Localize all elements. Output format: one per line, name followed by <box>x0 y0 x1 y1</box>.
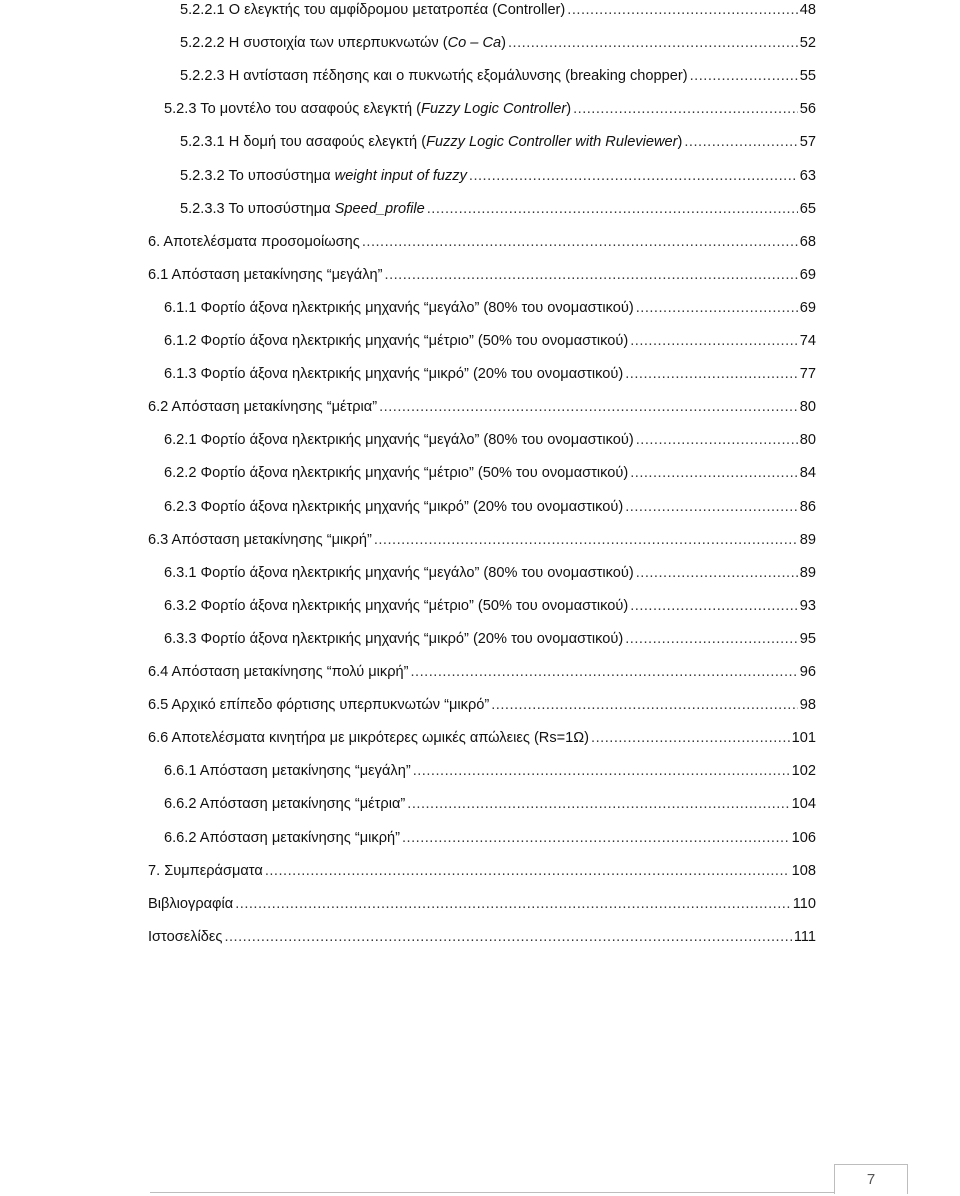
toc-entry-label <box>164 463 628 483</box>
toc-entry-title-part: Αποτελέσματα κινητήρα με μικρότερες ωμικές απώλειες (Rs=1Ω) <box>171 730 590 747</box>
toc-entry-label <box>180 33 506 53</box>
toc-entry-number: 5.2.3.1 <box>180 134 225 151</box>
toc-entry-title-part: weight input of fuzzy <box>334 167 467 184</box>
toc-entry-title-part: Βιβλιογραφία <box>148 895 234 912</box>
toc-entry-number: 6.2.1 <box>164 432 197 449</box>
toc-entry-title-part: Απόσταση μετακίνησης “μικρή” <box>171 531 372 548</box>
toc-entry-page: 111 <box>793 928 816 945</box>
toc-entry-title-part: Η δομή του ασαφούς ελεγκτή ( <box>228 134 427 151</box>
toc-leader-dots <box>573 99 798 119</box>
toc-entry-title-part: Απόσταση μετακίνησης “πολύ μικρή” <box>171 664 409 680</box>
toc-entry[interactable] <box>148 232 816 252</box>
toc-entry-title-part: Το υποσύστημα <box>228 200 335 217</box>
toc-entry-page: 89 <box>799 531 816 548</box>
toc-entry-title-part: ) <box>501 35 506 52</box>
toc-entry-page: 74 <box>799 333 816 349</box>
toc-entry[interactable] <box>164 331 816 351</box>
toc-entry[interactable] <box>148 695 816 715</box>
toc-entry[interactable] <box>164 629 816 649</box>
toc-entry-title-part: ) <box>566 101 572 118</box>
toc-entry-title-part: Απόσταση μετακίνησης “μικρή” <box>199 829 400 846</box>
toc-entry-label <box>164 563 634 583</box>
toc-entry-title-part: Φορτίο άξονα ηλεκτρικής μηχανής “μικρό” (20% του ονομαστικού) <box>200 498 624 515</box>
toc-entry-label <box>148 397 377 417</box>
toc-entry-page: 69 <box>799 266 816 283</box>
toc-entry[interactable] <box>164 497 816 517</box>
toc-entry[interactable] <box>148 927 816 947</box>
toc-leader-dots <box>427 199 798 219</box>
toc-entry[interactable] <box>164 430 816 450</box>
toc-leader-dots <box>413 761 790 781</box>
toc-entry-page: 80 <box>799 399 816 416</box>
footer-divider <box>150 1192 834 1193</box>
toc-entry-title-part: Fuzzy Logic Controller <box>421 101 567 118</box>
toc-leader-dots <box>374 530 798 550</box>
toc-entry-number: 5.2.2.3 <box>180 68 225 85</box>
toc-entry-number: 6.2 <box>148 399 169 416</box>
toc-entry-label <box>164 629 623 649</box>
toc-entry-title-part: Φορτίο άξονα ηλεκτρικής μηχανής “μεγάλο” (80% του ονομαστικού) <box>200 299 634 316</box>
toc-entry-page: 102 <box>791 763 816 780</box>
toc-leader-dots <box>636 298 798 318</box>
toc-entry[interactable] <box>180 199 816 219</box>
toc-entry-title-part: Η συστοιχία των υπερπυκνωτών ( <box>228 35 448 52</box>
toc-entry-title-part: Το μοντέλο του ασαφούς ελεγκτή ( <box>200 101 422 118</box>
toc-entry-label <box>164 596 628 616</box>
page-number: 7 <box>834 1164 908 1194</box>
toc-entry-page: 77 <box>799 366 816 383</box>
toc-entry-title-part: Φορτίο άξονα ηλεκτρικής μηχανής “μέτριο” (50% του ονομαστικού) <box>200 465 629 482</box>
toc-entry-label <box>164 761 411 781</box>
toc-entry-title-part: Απόσταση μετακίνησης “μέτρια” <box>171 399 378 416</box>
toc-entry-title-part: Συμπεράσματα <box>164 862 263 879</box>
toc-entry-number: 6.2.3 <box>164 498 197 515</box>
toc-leader-dots <box>625 497 798 517</box>
toc-leader-dots <box>385 265 798 285</box>
toc-entry-page: 108 <box>791 862 816 879</box>
toc-entry[interactable] <box>164 99 816 119</box>
toc-entry-title-part: Αποτελέσματα προσομοίωσης <box>163 233 360 250</box>
toc-entry-title-part: Απόσταση μετακίνησης “μεγάλη” <box>171 266 383 283</box>
toc-entry-page: 106 <box>791 829 816 846</box>
toc-entry-number: 6.2.2 <box>164 465 197 482</box>
toc-entry[interactable] <box>180 166 816 186</box>
toc-entry[interactable] <box>164 298 816 318</box>
toc-entry[interactable] <box>180 0 816 20</box>
toc-entry-title-part: Απόσταση μετακίνησης “μέτρια” <box>199 796 406 813</box>
toc-entry-title-part: Φορτίο άξονα ηλεκτρικής μηχανής “μικρό” (20% του ονομαστικού) <box>200 366 624 383</box>
toc-entry-label <box>148 927 222 947</box>
toc-entry[interactable] <box>164 364 816 384</box>
toc-entry-label <box>164 828 400 848</box>
toc-entry[interactable] <box>180 33 816 53</box>
toc-entry-page: 55 <box>799 68 816 85</box>
toc-entry-title-part: Speed_profile <box>334 200 425 217</box>
toc-entry-title-part: Η αντίσταση πέδησης και ο πυκνωτής εξομάλυνσης (breaking chopper) <box>228 68 688 85</box>
toc-entry[interactable] <box>164 828 816 848</box>
toc-entry-page: 65 <box>799 200 816 217</box>
toc-entry-number: 6.1 <box>148 266 169 283</box>
toc-leader-dots <box>630 596 798 616</box>
toc-entry-label <box>180 132 682 152</box>
toc-entry-page: 63 <box>799 167 816 184</box>
toc-entry[interactable] <box>164 463 816 483</box>
toc-entry-number: 7. <box>148 862 161 879</box>
toc-entry-title-part: Αρχικό επίπεδο φόρτισης υπερπυκνωτών “μικρό” <box>171 697 490 714</box>
toc-entry[interactable] <box>148 894 816 914</box>
toc-entry-page: 86 <box>799 498 816 515</box>
toc-entry-page: 52 <box>799 35 816 52</box>
toc-leader-dots <box>591 728 790 748</box>
toc-leader-dots <box>630 463 798 483</box>
toc-entry-page: 101 <box>791 730 816 747</box>
toc-entry-number: 6.3.1 <box>164 564 197 581</box>
toc-entry-page: 48 <box>799 2 816 18</box>
toc-entry-title-part: Φορτίο άξονα ηλεκτρικής μηχανής “μέτριο” (50% του ονομαστικού) <box>200 333 629 349</box>
toc-leader-dots <box>567 0 797 20</box>
toc-entry-title-part: Fuzzy Logic Controller with Ruleviewer <box>426 134 678 151</box>
toc-entry-title-part: Co – Ca <box>447 35 502 52</box>
toc-entry-page: 96 <box>799 664 816 680</box>
toc-entry-label <box>164 364 623 384</box>
toc-leader-dots <box>690 66 798 86</box>
toc-entry-page: 98 <box>799 697 816 714</box>
toc-leader-dots <box>407 794 789 814</box>
toc-leader-dots <box>224 927 791 947</box>
toc-leader-dots <box>625 629 798 649</box>
toc-entry-number: 6.1.2 <box>164 333 197 349</box>
toc-entry[interactable] <box>148 662 816 682</box>
toc-leader-dots <box>636 563 798 583</box>
toc-entry-title-part: ) <box>677 134 683 151</box>
toc-leader-dots <box>411 662 798 682</box>
toc-entry[interactable] <box>148 861 816 881</box>
toc-entry-page: 80 <box>799 432 816 449</box>
toc-leader-dots <box>636 430 798 450</box>
toc-entry-label <box>148 530 372 550</box>
toc-entry-label <box>148 232 360 252</box>
toc-leader-dots <box>362 232 798 252</box>
toc-entry-page: 110 <box>792 895 816 912</box>
toc-entry[interactable] <box>148 728 816 748</box>
toc-entry-number: 6. <box>148 233 161 250</box>
toc-entry-title-part: Απόσταση μετακίνησης “μεγάλη” <box>199 763 411 780</box>
toc-entry-number: 6.4 <box>148 664 169 680</box>
toc-leader-dots <box>402 828 790 848</box>
toc-entry-number: 6.3.3 <box>164 630 197 647</box>
toc-leader-dots <box>235 894 791 914</box>
toc-entry-title-part: Ιστοσελίδες <box>148 928 223 945</box>
toc-entry-page: 95 <box>799 630 816 647</box>
toc-leader-dots <box>684 132 797 152</box>
toc-entry-title-part: Φορτίο άξονα ηλεκτρικής μηχανής “μικρό” (20% του ονομαστικού) <box>200 630 624 647</box>
toc-entry-label <box>164 794 405 814</box>
toc-entry-title-part: Φορτίο άξονα ηλεκτρικής μηχανής “μεγάλο” (80% του ονομαστικού) <box>200 432 634 449</box>
toc-entry-number: 6.6.2 <box>164 796 197 813</box>
toc-entry-page: 89 <box>799 564 816 581</box>
toc-leader-dots <box>625 364 798 384</box>
toc-entry-number: 5.2.2.1 <box>180 2 225 18</box>
toc-entry-number: 6.1.3 <box>164 366 197 383</box>
toc-entry-number: 6.6.1 <box>164 763 197 780</box>
toc-entry[interactable] <box>148 397 816 417</box>
toc-entry-label <box>148 662 409 682</box>
toc-entry[interactable] <box>148 530 816 550</box>
toc-entry-label <box>164 430 634 450</box>
toc-entry-title-part: Ο ελεγκτής του αμφίδρομου μετατροπέα (Controller) <box>228 2 566 18</box>
toc-entry-page: 104 <box>791 796 816 813</box>
toc-entry-label <box>148 265 383 285</box>
toc-entry-title-part: Φορτίο άξονα ηλεκτρικής μηχανής “μέτριο” (50% του ονομαστικού) <box>200 597 629 614</box>
toc-entry-label <box>180 199 425 219</box>
toc-leader-dots <box>508 33 798 53</box>
toc-entry-page: 56 <box>799 101 816 118</box>
toc-entry[interactable] <box>164 794 816 814</box>
toc-entry-title-part: Φορτίο άξονα ηλεκτρικής μηχανής “μεγάλο” (80% του ονομαστικού) <box>200 564 634 581</box>
toc-entry-label <box>148 695 489 715</box>
toc-entry-title-part: Το υποσύστημα <box>228 167 335 184</box>
toc-entry-label <box>148 728 589 748</box>
toc-entry[interactable] <box>164 596 816 616</box>
toc-entry[interactable] <box>164 761 816 781</box>
toc-entry-label <box>164 298 634 318</box>
toc-entry-number: 5.2.3.2 <box>180 167 225 184</box>
toc-entry-number: 6.6 <box>148 730 169 747</box>
toc-entry-number: 6.3 <box>148 531 169 548</box>
toc-leader-dots <box>469 166 798 186</box>
toc-entry-label <box>164 331 628 351</box>
toc-entry-page: 68 <box>799 233 816 250</box>
toc-entry[interactable] <box>164 563 816 583</box>
toc-entry[interactable] <box>180 66 816 86</box>
toc-entry-number: 6.6.2 <box>164 829 197 846</box>
toc-entry-page: 57 <box>799 134 816 151</box>
toc-entry-number: 6.1.1 <box>164 299 197 316</box>
toc-entry-label <box>180 166 467 186</box>
toc-entry-page: 84 <box>799 465 816 482</box>
toc-leader-dots <box>491 695 798 715</box>
toc-entry-label <box>180 0 565 20</box>
toc-entry-page: 93 <box>799 597 816 614</box>
toc-entry-number: 5.2.3 <box>164 101 197 118</box>
toc-entry[interactable] <box>148 265 816 285</box>
toc-entry-label <box>148 894 233 914</box>
toc-entry-label <box>164 497 623 517</box>
toc-leader-dots <box>630 331 798 351</box>
toc-entry-number: 6.5 <box>148 697 169 714</box>
toc-entry-page: 69 <box>799 299 816 316</box>
toc-leader-dots <box>379 397 798 417</box>
toc-entry-number: 6.3.2 <box>164 597 197 614</box>
toc-entry-number: 5.2.2.2 <box>180 35 225 52</box>
toc-entry-label <box>180 66 688 86</box>
toc-entry-number: 5.2.3.3 <box>180 200 225 217</box>
toc-entry[interactable] <box>180 132 816 152</box>
toc-leader-dots <box>265 861 790 881</box>
toc-entry-label <box>164 99 571 119</box>
toc-entry-label <box>148 861 263 881</box>
